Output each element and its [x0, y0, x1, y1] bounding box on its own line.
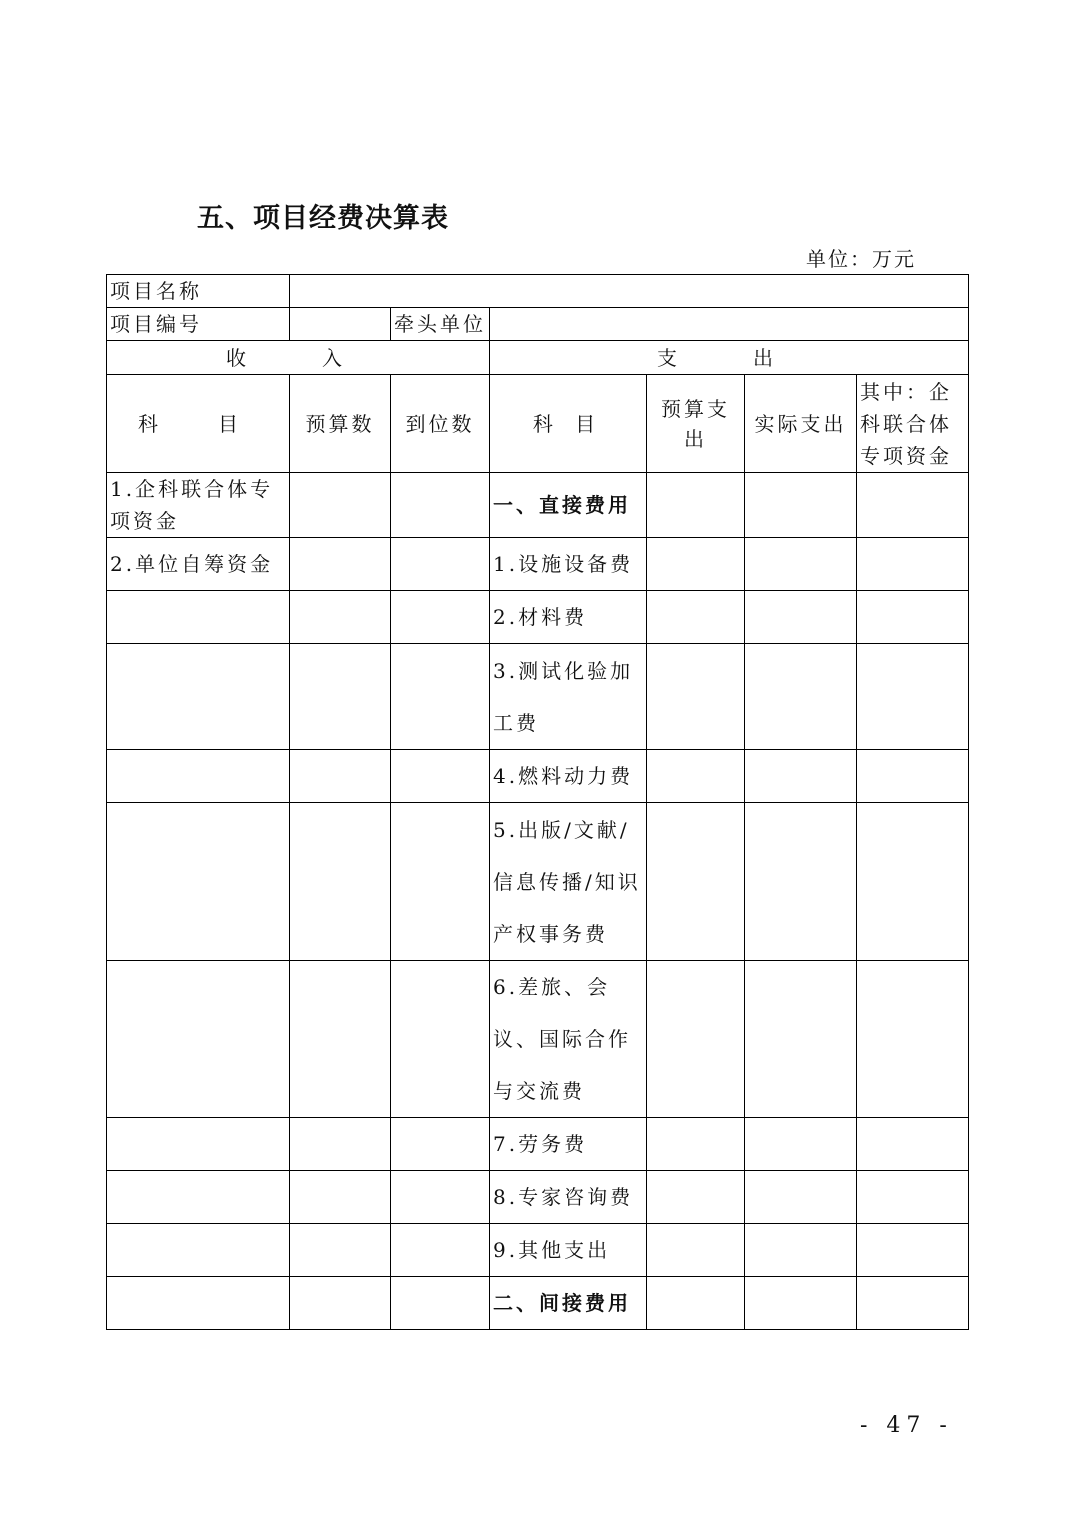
income-subject-cell: 2.单位自筹资金	[107, 538, 290, 591]
income-subject-cell	[107, 1171, 290, 1224]
income-subject-cell	[107, 750, 290, 803]
project-name-label: 项目名称	[107, 275, 290, 308]
expense-subject-cell: 1.设施设备费	[490, 538, 647, 591]
expense-subject-cell: 4.燃料动力费	[490, 750, 647, 803]
expense-budget-cell[interactable]	[647, 1277, 745, 1330]
expense-actual-cell[interactable]	[745, 803, 857, 961]
expense-budget-cell[interactable]	[647, 1224, 745, 1277]
expense-budget-cell[interactable]	[647, 803, 745, 961]
project-code-field[interactable]	[290, 308, 391, 341]
income-subject-cell: 1.企科联合体专项资金	[107, 473, 290, 538]
expense-actual-cell[interactable]	[745, 538, 857, 591]
expense-special-fund-cell[interactable]	[857, 803, 969, 961]
income-subject-cell	[107, 591, 290, 644]
income-budget-cell[interactable]	[290, 591, 391, 644]
expense-budget-cell[interactable]	[647, 961, 745, 1118]
income-budget-cell[interactable]	[290, 1277, 391, 1330]
income-budget-cell[interactable]	[290, 473, 391, 538]
income-budget-cell[interactable]	[290, 644, 391, 750]
budget-settlement-table	[106, 274, 969, 1330]
section-header-row	[107, 341, 969, 375]
income-budget-cell[interactable]	[290, 803, 391, 961]
income-budget-header: 预算数	[290, 375, 391, 473]
income-subject-cell	[107, 1224, 290, 1277]
expense-subject-cell: 7.劳务费	[490, 1118, 647, 1171]
expense-special-fund-cell[interactable]	[857, 644, 969, 750]
expense-subject-cell: 二、间接费用	[490, 1277, 647, 1330]
table-row	[107, 961, 969, 1118]
table-row	[107, 591, 969, 644]
project-code-row	[107, 308, 969, 341]
table-row	[107, 1118, 969, 1171]
expense-header: 支 出	[490, 341, 969, 375]
expense-actual-cell[interactable]	[745, 1277, 857, 1330]
unit-label: 单位：万元	[806, 247, 916, 271]
income-received-cell[interactable]	[391, 1277, 490, 1330]
income-received-cell[interactable]	[391, 473, 490, 538]
income-subject-cell	[107, 961, 290, 1118]
income-received-cell[interactable]	[391, 1171, 490, 1224]
income-budget-cell[interactable]	[290, 1118, 391, 1171]
income-subject-cell	[107, 1118, 290, 1171]
expense-budget-cell[interactable]	[647, 591, 745, 644]
income-budget-cell[interactable]	[290, 1171, 391, 1224]
expense-budget-header: 预算支出	[647, 375, 745, 473]
expense-subject-cell: 3.测试化验加工费	[490, 644, 647, 750]
expense-subject-cell: 9.其他支出	[490, 1224, 647, 1277]
lead-unit-label: 牵头单位	[391, 308, 490, 341]
income-received-cell[interactable]	[391, 803, 490, 961]
expense-actual-cell[interactable]	[745, 1224, 857, 1277]
expense-subject-cell: 一、直接费用	[490, 473, 647, 538]
expense-budget-cell[interactable]	[647, 538, 745, 591]
table-row	[107, 644, 969, 750]
expense-actual-cell[interactable]	[745, 644, 857, 750]
expense-special-fund-cell[interactable]	[857, 538, 969, 591]
expense-actual-cell[interactable]	[745, 591, 857, 644]
expense-special-fund-cell[interactable]	[857, 750, 969, 803]
expense-subject-cell: 5.出版/文献/信息传播/知识产权事务费	[490, 803, 647, 961]
expense-subject-cell: 6.差旅、会议、国际合作与交流费	[490, 961, 647, 1118]
income-received-header: 到位数	[391, 375, 490, 473]
income-received-cell[interactable]	[391, 644, 490, 750]
income-received-cell[interactable]	[391, 1224, 490, 1277]
expense-subject-cell: 8.专家咨询费	[490, 1171, 647, 1224]
income-budget-cell[interactable]	[290, 961, 391, 1118]
expense-budget-cell[interactable]	[647, 1118, 745, 1171]
income-received-cell[interactable]	[391, 1118, 490, 1171]
project-name-field[interactable]	[290, 275, 969, 308]
expense-subject-cell: 2.材料费	[490, 591, 647, 644]
expense-actual-header: 实际支出	[745, 375, 857, 473]
expense-special-fund-cell[interactable]	[857, 1224, 969, 1277]
table-row	[107, 1171, 969, 1224]
page-number: - 47 -	[860, 1413, 953, 1438]
page-title: 五、项目经费决算表	[197, 203, 449, 234]
expense-budget-cell[interactable]	[647, 473, 745, 538]
income-received-cell[interactable]	[391, 538, 490, 591]
expense-subject-header: 科 目	[490, 375, 647, 473]
income-budget-cell[interactable]	[290, 1224, 391, 1277]
income-received-cell[interactable]	[391, 750, 490, 803]
expense-special-fund-cell[interactable]	[857, 591, 969, 644]
project-name-row	[107, 275, 969, 308]
expense-actual-cell[interactable]	[745, 1118, 857, 1171]
expense-special-fund-cell[interactable]	[857, 1118, 969, 1171]
expense-special-fund-cell[interactable]	[857, 1277, 969, 1330]
income-budget-cell[interactable]	[290, 750, 391, 803]
table-row	[107, 1224, 969, 1277]
expense-special-fund-cell[interactable]	[857, 1171, 969, 1224]
lead-unit-field[interactable]	[490, 308, 969, 341]
table-row	[107, 538, 969, 591]
expense-actual-cell[interactable]	[745, 750, 857, 803]
expense-special-fund-cell[interactable]	[857, 473, 969, 538]
income-received-cell[interactable]	[391, 591, 490, 644]
income-subject-header: 科 目	[107, 375, 290, 473]
expense-special-fund-cell[interactable]	[857, 961, 969, 1118]
income-subject-cell	[107, 1277, 290, 1330]
expense-special-fund-header: 其中：企科联合体专项资金	[857, 375, 969, 473]
expense-actual-cell[interactable]	[745, 1171, 857, 1224]
income-budget-cell[interactable]	[290, 538, 391, 591]
table-row	[107, 803, 969, 961]
expense-actual-cell[interactable]	[745, 473, 857, 538]
column-header-row	[107, 375, 969, 473]
income-header: 收 入	[107, 341, 490, 375]
table-row	[107, 473, 969, 538]
income-received-cell[interactable]	[391, 961, 490, 1118]
expense-actual-cell[interactable]	[745, 961, 857, 1118]
project-code-label: 项目编号	[107, 308, 290, 341]
income-subject-cell	[107, 803, 290, 961]
income-subject-cell	[107, 644, 290, 750]
table-row	[107, 750, 969, 803]
expense-budget-cell[interactable]	[647, 1171, 745, 1224]
expense-budget-cell[interactable]	[647, 644, 745, 750]
expense-budget-cell[interactable]	[647, 750, 745, 803]
table-row	[107, 1277, 969, 1330]
